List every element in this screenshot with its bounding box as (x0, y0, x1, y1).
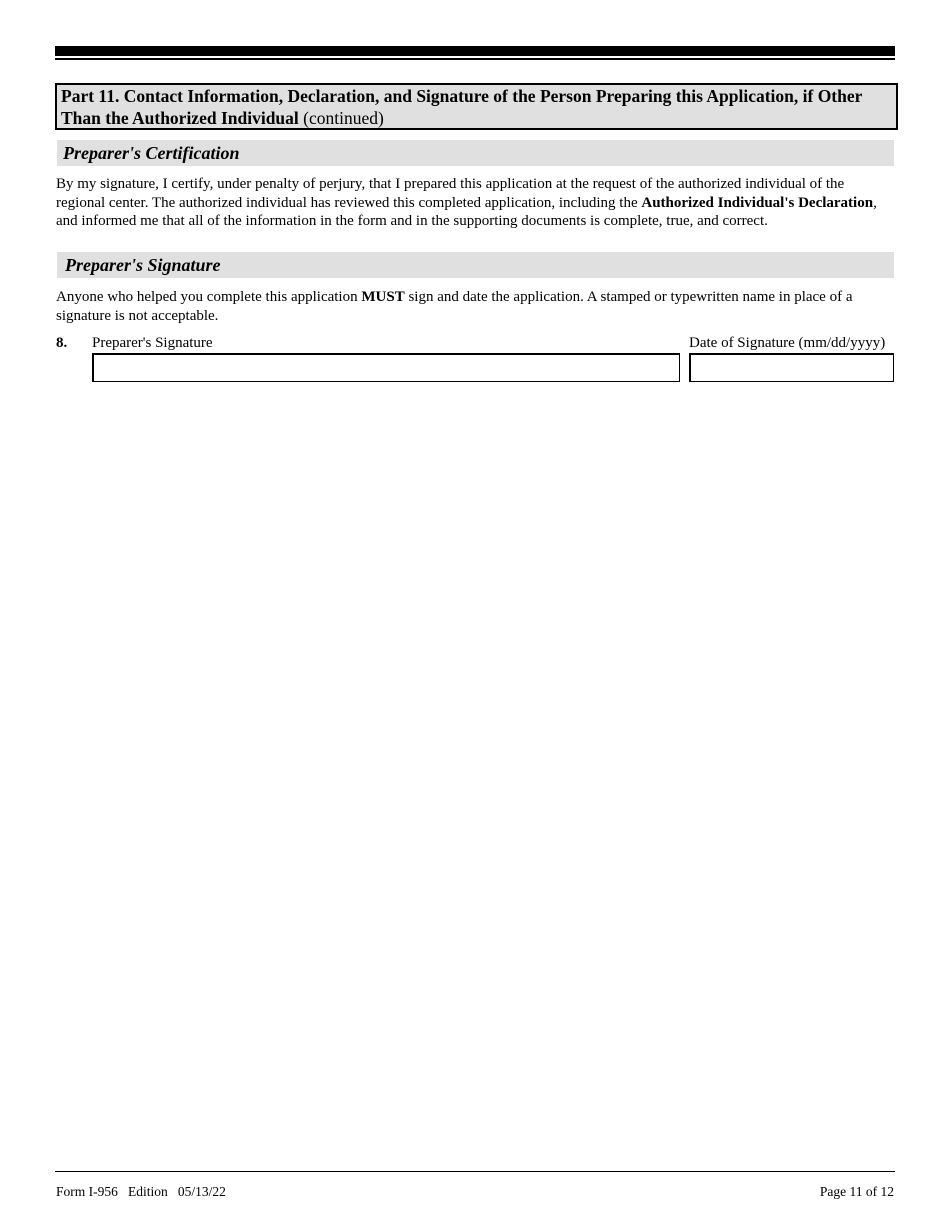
signature-paragraph (56, 288, 896, 325)
preparer-signature-label: Preparer's Signature (92, 335, 213, 351)
signature-bold-must: MUST (361, 289, 405, 305)
part-header (55, 83, 898, 130)
header-rule-thick (55, 46, 895, 56)
signature-text-2: sign and date the application. A stamped or typewritten name in place of a signature is not acceptable. (56, 289, 853, 324)
part-title: Part 11. Contact Information, Declaration, and Signature of the Person Preparing this Application, if Other Than the Authorized Individual (61, 86, 863, 128)
date-of-signature-field[interactable] (689, 353, 894, 382)
section-heading-certification: Preparer's Certification (57, 140, 894, 166)
footer-page-number: Page 11 of 12 (819, 1184, 894, 1199)
certification-text-1: By my signature, I certify, under penalty of perjury, that I prepared this application at the request of the authorized individual of the regional center. The authorized individual has reviewed this completed application, including the (56, 176, 845, 211)
footer-form-edition: Form I-956 Edition 05/13/22 (56, 1184, 226, 1199)
section-heading-signature: Preparer's Signature (57, 252, 894, 278)
footer-rule (55, 1171, 895, 1172)
certification-paragraph (56, 175, 896, 231)
date-of-signature-label: Date of Signature (mm/dd/yyyy) (689, 335, 886, 351)
part-title-suffix: (continued) (303, 108, 384, 128)
preparer-signature-field[interactable] (92, 353, 680, 382)
certification-text-2: , and informed me that all of the information in the form and in the supporting documents is complete, true, and correct. (56, 194, 877, 229)
certification-bold-1: Authorized Individual's Declaration (641, 194, 874, 211)
signature-text-1: Anyone who helped you complete this application (56, 289, 362, 305)
item-number: 8. (56, 335, 68, 351)
header-rule-thin (55, 58, 895, 60)
